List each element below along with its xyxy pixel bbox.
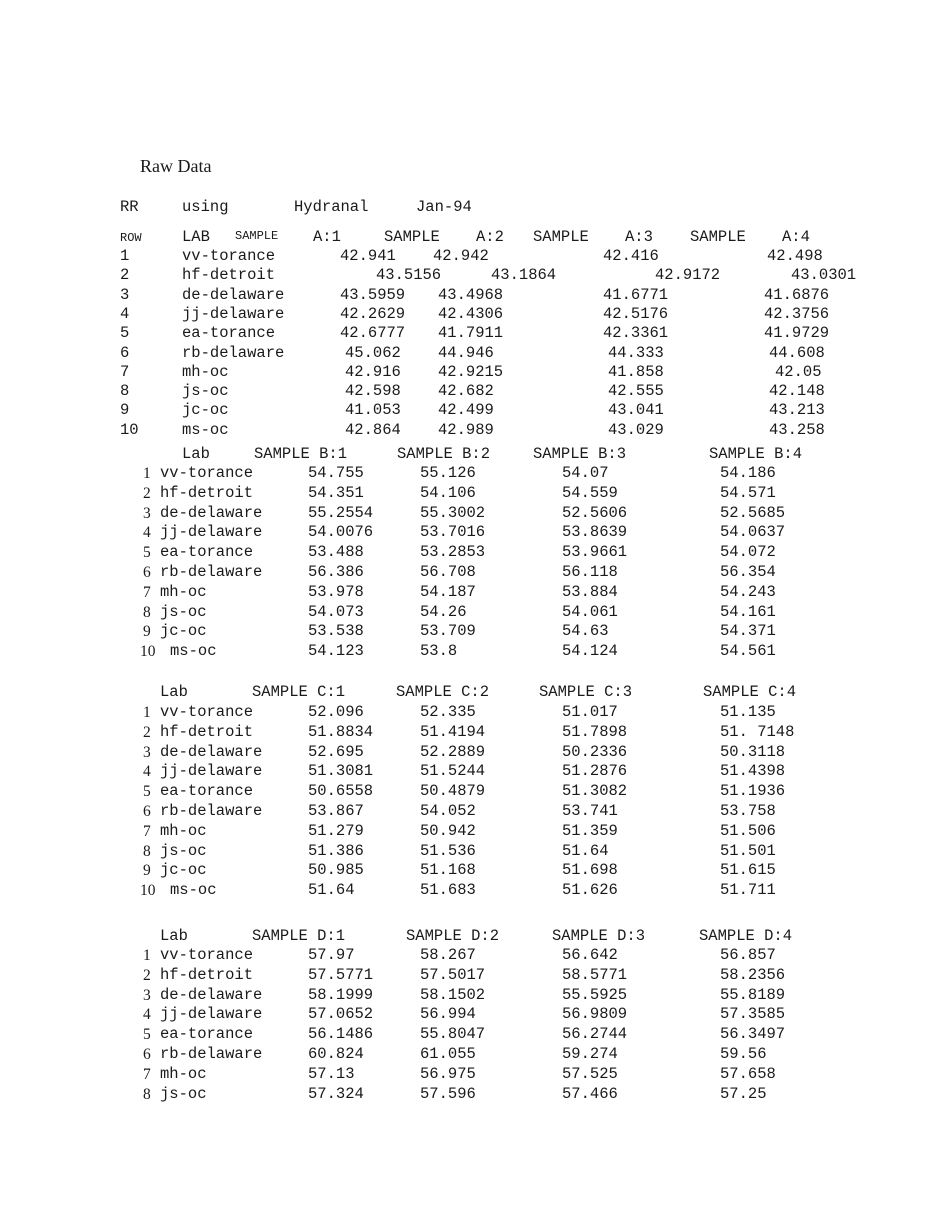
value-cell: 57.13 (308, 1065, 355, 1083)
lab-name: rb-delaware (160, 1045, 263, 1063)
value-cell: 51.7898 (562, 723, 628, 741)
value-cell: 55.3002 (420, 504, 486, 522)
value-cell: 59.274 (562, 1045, 618, 1063)
row-number: 7 (143, 823, 151, 840)
value-cell: 42.598 (345, 382, 401, 400)
value-cell: 54.072 (720, 543, 776, 561)
row-number: 5 (143, 783, 151, 800)
value-cell: 51.506 (720, 822, 776, 840)
value-cell: 57.3585 (720, 1005, 786, 1023)
lab-name: rb-delaware (160, 802, 263, 820)
row-number: 9 (120, 401, 130, 419)
lab-name: de-delaware (160, 504, 263, 522)
value-cell: 42.864 (345, 421, 401, 439)
value-cell: 58.2356 (720, 966, 786, 984)
value-cell: 50.6558 (308, 782, 374, 800)
value-cell: 54.559 (562, 484, 618, 502)
row-number: 10 (140, 643, 156, 660)
row-number: 9 (143, 623, 151, 640)
value-cell: 53.538 (308, 622, 364, 640)
lab-name: ea-torance (182, 324, 276, 342)
row-number: 5 (120, 324, 130, 342)
row-number: 10 (120, 421, 139, 439)
value-cell: 41.7911 (438, 324, 504, 342)
value-cell: 54.061 (562, 603, 618, 621)
value-cell: 54.186 (720, 464, 776, 482)
value-cell: 51.359 (562, 822, 618, 840)
column-header: SAMPLE C:4 (703, 683, 797, 701)
value-cell: 59.56 (720, 1045, 767, 1063)
value-cell: 51.3081 (308, 762, 374, 780)
lab-header: Lab (182, 445, 210, 463)
value-cell: 52.335 (420, 703, 476, 721)
lab-name: ms-oc (170, 642, 217, 660)
value-cell: 44.946 (438, 344, 494, 362)
column-header: SAMPLE D:1 (252, 927, 346, 945)
row-number: 3 (143, 744, 151, 761)
value-cell: 42.498 (767, 247, 823, 265)
column-header: SAMPLE (690, 228, 746, 246)
value-cell: 56.857 (720, 946, 776, 964)
row-number: 10 (140, 882, 156, 899)
lab-name: jc-oc (182, 401, 229, 419)
row-number: 9 (143, 862, 151, 879)
value-cell: 54.123 (308, 642, 364, 660)
value-cell: 52.2889 (420, 743, 486, 761)
row-number: 3 (120, 286, 130, 304)
value-cell: 52.5606 (562, 504, 628, 522)
value-cell: 42.3361 (603, 324, 669, 342)
lab-name: hf-detroit (160, 484, 254, 502)
row-number: 6 (143, 803, 151, 820)
lab-name: ms-oc (170, 881, 217, 899)
value-cell: 56.354 (720, 563, 776, 581)
row-number: 4 (120, 305, 130, 323)
column-header: SAMPLE D:3 (552, 927, 646, 945)
value-cell: 42.05 (775, 363, 822, 381)
value-cell: 51.017 (562, 703, 618, 721)
value-cell: 51.615 (720, 861, 776, 879)
row-number: 8 (143, 604, 151, 621)
lab-name: de-delaware (182, 286, 285, 304)
value-cell: 51.1936 (720, 782, 786, 800)
row-number: 4 (143, 1006, 151, 1023)
value-cell: 54.351 (308, 484, 364, 502)
value-cell: 50.2336 (562, 743, 628, 761)
lab-name: mh-oc (182, 363, 229, 381)
value-cell: 57.0652 (308, 1005, 374, 1023)
header-rr: RR (120, 198, 139, 216)
value-cell: 42.989 (438, 421, 494, 439)
row-number: 1 (120, 247, 130, 265)
lab-name: de-delaware (160, 986, 263, 1004)
value-cell: 53.741 (562, 802, 618, 820)
column-header: SAMPLE B:2 (397, 445, 491, 463)
value-cell: 55.126 (420, 464, 476, 482)
lab-name: ea-torance (160, 1025, 254, 1043)
value-cell: 51.8834 (308, 723, 374, 741)
value-cell: 53.2853 (420, 543, 486, 561)
lab-name: mh-oc (160, 1065, 207, 1083)
header-date: Jan-94 (416, 198, 472, 216)
value-cell: 42.941 (340, 247, 396, 265)
value-cell: 53.8639 (562, 523, 628, 541)
lab-name: js-oc (160, 1085, 207, 1103)
value-cell: 56.975 (420, 1065, 476, 1083)
lab-header: Lab (160, 683, 188, 701)
row-number: 8 (120, 382, 130, 400)
value-cell: 58.267 (420, 946, 476, 964)
value-cell: 42.3756 (764, 305, 830, 323)
column-header: A:3 (625, 228, 653, 246)
value-cell: 61.055 (420, 1045, 476, 1063)
value-cell: 54.0076 (308, 523, 374, 541)
value-cell: 54.63 (562, 622, 609, 640)
column-header: SAMPLE (533, 228, 589, 246)
value-cell: 58.1999 (308, 986, 374, 1004)
value-cell: 50.985 (308, 861, 364, 879)
value-cell: 42.148 (769, 382, 825, 400)
row-number: 7 (120, 363, 130, 381)
lab-header: LAB (182, 228, 210, 246)
column-header: SAMPLE (384, 228, 440, 246)
lab-name: vv-torance (160, 703, 254, 721)
row-number: 7 (143, 584, 151, 601)
row-number: 2 (143, 967, 151, 984)
column-header: SAMPLE D:2 (406, 927, 500, 945)
value-cell: 57.596 (420, 1085, 476, 1103)
value-cell: 54.161 (720, 603, 776, 621)
value-cell: 55.8189 (720, 986, 786, 1004)
value-cell: 43.1864 (491, 266, 557, 284)
value-cell: 56.642 (562, 946, 618, 964)
row-number: 1 (143, 704, 151, 721)
column-header: SAMPLE C:1 (252, 683, 346, 701)
value-cell: 54.561 (720, 642, 776, 660)
value-cell: 56.2744 (562, 1025, 628, 1043)
row-number: 2 (143, 724, 151, 741)
value-cell: 42.499 (438, 401, 494, 419)
value-cell: 55.5925 (562, 986, 628, 1004)
value-cell: 43.5959 (340, 286, 406, 304)
value-cell: 42.416 (603, 247, 659, 265)
header-hydranal: Hydranal (294, 198, 369, 216)
value-cell: 53.7016 (420, 523, 486, 541)
header-using: using (182, 198, 229, 216)
value-cell: 54.571 (720, 484, 776, 502)
row-number: 4 (143, 763, 151, 780)
column-header: SAMPLE B:4 (709, 445, 803, 463)
value-cell: 42.2629 (340, 305, 406, 323)
page-title: Raw Data (140, 156, 212, 176)
value-cell: 42.9172 (655, 266, 721, 284)
value-cell: 51.711 (720, 881, 776, 899)
value-cell: 43.029 (608, 421, 664, 439)
value-cell: 41.9729 (764, 324, 830, 342)
lab-name: rb-delaware (182, 344, 285, 362)
value-cell: 53.978 (308, 583, 364, 601)
value-cell: 55.8047 (420, 1025, 486, 1043)
value-cell: 54.0637 (720, 523, 786, 541)
value-cell: 56.9809 (562, 1005, 628, 1023)
lab-name: rb-delaware (160, 563, 263, 581)
value-cell: 43.213 (769, 401, 825, 419)
value-cell: 57.324 (308, 1085, 364, 1103)
value-cell: 41.053 (345, 401, 401, 419)
value-cell: 57.658 (720, 1065, 776, 1083)
lab-name: vv-torance (182, 247, 276, 265)
value-cell: 54.106 (420, 484, 476, 502)
lab-name: ea-torance (160, 782, 254, 800)
row-number: 4 (143, 524, 151, 541)
value-cell: 55.2554 (308, 504, 374, 522)
value-cell: 42.916 (345, 363, 401, 381)
column-header: A:1 (313, 228, 341, 246)
value-cell: 56.994 (420, 1005, 476, 1023)
lab-name: de-delaware (160, 743, 263, 761)
value-cell: 57.5017 (420, 966, 486, 984)
value-cell: 58.1502 (420, 986, 486, 1004)
value-cell: 43.4968 (438, 286, 504, 304)
value-cell: 56.118 (562, 563, 618, 581)
value-cell: 42.5176 (603, 305, 669, 323)
value-cell: 51.168 (420, 861, 476, 879)
row-header: ROW (120, 231, 142, 245)
lab-name: mh-oc (160, 583, 207, 601)
row-number: 6 (120, 344, 130, 362)
value-cell: 53.867 (308, 802, 364, 820)
value-cell: 43.258 (769, 421, 825, 439)
value-cell: 50.3118 (720, 743, 786, 761)
value-cell: 53.8 (420, 642, 458, 660)
value-cell: 44.333 (608, 344, 664, 362)
value-cell: 43.0301 (791, 266, 857, 284)
value-cell: 53.884 (562, 583, 618, 601)
row-number: 1 (143, 947, 151, 964)
value-cell: 41.6876 (764, 286, 830, 304)
lab-name: jc-oc (160, 861, 207, 879)
row-number: 6 (143, 564, 151, 581)
row-number: 1 (143, 465, 151, 482)
value-cell: 51.2876 (562, 762, 628, 780)
value-cell: 42.555 (608, 382, 664, 400)
value-cell: 56.3497 (720, 1025, 786, 1043)
row-number: 8 (143, 1086, 151, 1103)
value-cell: 51.5244 (420, 762, 486, 780)
value-cell: 53.709 (420, 622, 476, 640)
row-number: 7 (143, 1066, 151, 1083)
lab-name: jj-delaware (160, 523, 263, 541)
lab-name: hf-detroit (182, 266, 276, 284)
value-cell: 53.9661 (562, 543, 628, 561)
lab-name: hf-detroit (160, 723, 254, 741)
value-cell: 54.07 (562, 464, 609, 482)
lab-name: jc-oc (160, 622, 207, 640)
value-cell: 52.695 (308, 743, 364, 761)
value-cell: 51.3082 (562, 782, 628, 800)
value-cell: 41.858 (608, 363, 664, 381)
row-number: 3 (143, 505, 151, 522)
value-cell: 45.062 (345, 344, 401, 362)
lab-name: ms-oc (182, 421, 229, 439)
value-cell: 57.525 (562, 1065, 618, 1083)
row-number: 2 (143, 485, 151, 502)
value-cell: 42.6777 (340, 324, 406, 342)
value-cell: 51.135 (720, 703, 776, 721)
value-cell: 53.758 (720, 802, 776, 820)
value-cell: 51.279 (308, 822, 364, 840)
value-cell: 42.9215 (438, 363, 504, 381)
row-number: 5 (143, 1026, 151, 1043)
lab-name: vv-torance (160, 946, 254, 964)
lab-name: jj-delaware (182, 305, 285, 323)
value-cell: 51.626 (562, 881, 618, 899)
value-cell: 57.25 (720, 1085, 767, 1103)
value-cell: 54.052 (420, 802, 476, 820)
row-number: 2 (120, 266, 130, 284)
value-cell: 51.501 (720, 842, 776, 860)
column-header: A:2 (476, 228, 504, 246)
column-header: SAMPLE (235, 229, 279, 243)
lab-name: vv-torance (160, 464, 254, 482)
value-cell: 42.682 (438, 382, 494, 400)
value-cell: 60.824 (308, 1045, 364, 1063)
column-header: SAMPLE C:3 (539, 683, 633, 701)
value-cell: 56.386 (308, 563, 364, 581)
value-cell: 53.488 (308, 543, 364, 561)
lab-name: js-oc (182, 382, 229, 400)
value-cell: 56.1486 (308, 1025, 374, 1043)
row-number: 3 (143, 987, 151, 1004)
value-cell: 51.386 (308, 842, 364, 860)
value-cell: 44.608 (769, 344, 825, 362)
column-header: SAMPLE C:2 (396, 683, 490, 701)
value-cell: 57.466 (562, 1085, 618, 1103)
column-header: SAMPLE B:1 (254, 445, 348, 463)
column-header: A:4 (782, 228, 810, 246)
lab-name: ea-torance (160, 543, 254, 561)
value-cell: 54.073 (308, 603, 364, 621)
value-cell: 51.64 (308, 881, 355, 899)
value-cell: 54.26 (420, 603, 467, 621)
value-cell: 43.041 (608, 401, 664, 419)
value-cell: 50.4879 (420, 782, 486, 800)
row-number: 5 (143, 544, 151, 561)
value-cell: 51. 7148 (720, 723, 795, 741)
column-header: SAMPLE B:3 (533, 445, 627, 463)
value-cell: 51.698 (562, 861, 618, 879)
value-cell: 56.708 (420, 563, 476, 581)
lab-name: js-oc (160, 603, 207, 621)
column-header: SAMPLE D:4 (699, 927, 793, 945)
value-cell: 42.942 (433, 247, 489, 265)
value-cell: 51.4398 (720, 762, 786, 780)
row-number: 6 (143, 1046, 151, 1063)
value-cell: 42.4306 (438, 305, 504, 323)
value-cell: 54.124 (562, 642, 618, 660)
value-cell: 57.5771 (308, 966, 374, 984)
value-cell: 52.5685 (720, 504, 786, 522)
value-cell: 50.942 (420, 822, 476, 840)
value-cell: 51.4194 (420, 723, 486, 741)
lab-name: js-oc (160, 842, 207, 860)
value-cell: 58.5771 (562, 966, 628, 984)
value-cell: 54.187 (420, 583, 476, 601)
value-cell: 43.5156 (376, 266, 442, 284)
value-cell: 51.64 (562, 842, 609, 860)
value-cell: 41.6771 (603, 286, 669, 304)
value-cell: 57.97 (308, 946, 355, 964)
value-cell: 52.096 (308, 703, 364, 721)
row-number: 8 (143, 843, 151, 860)
lab-name: hf-detroit (160, 966, 254, 984)
value-cell: 51.536 (420, 842, 476, 860)
value-cell: 54.243 (720, 583, 776, 601)
value-cell: 51.683 (420, 881, 476, 899)
lab-name: mh-oc (160, 822, 207, 840)
lab-header: Lab (160, 927, 188, 945)
lab-name: jj-delaware (160, 1005, 263, 1023)
lab-name: jj-delaware (160, 762, 263, 780)
value-cell: 54.755 (308, 464, 364, 482)
value-cell: 54.371 (720, 622, 776, 640)
